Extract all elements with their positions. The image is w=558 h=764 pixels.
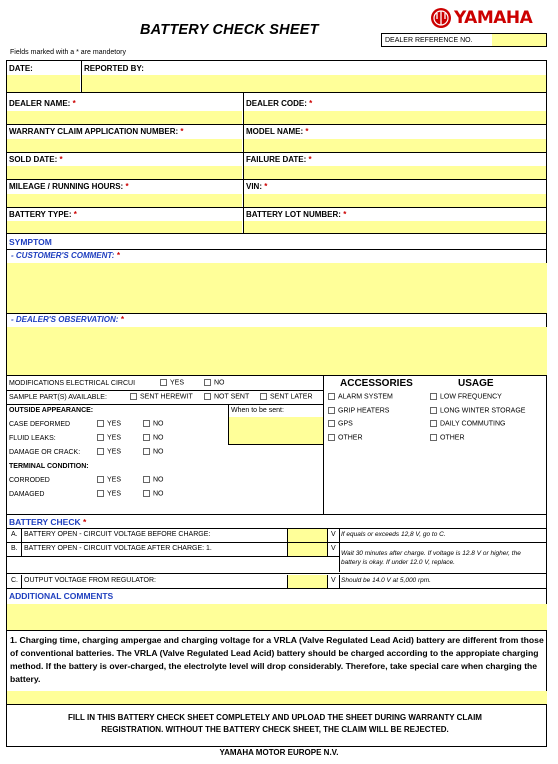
- damaged-yes[interactable]: YES: [97, 490, 121, 497]
- battery-lot-label: BATTERY LOT NUMBER: *: [246, 210, 347, 219]
- brand-logo-text: YAMAHA: [454, 8, 533, 28]
- dealer-reference-label: DEALER REFERENCE NO.: [382, 34, 492, 46]
- case-deformed-yes[interactable]: YES: [97, 420, 121, 427]
- corroded-yes[interactable]: YES: [97, 476, 121, 483]
- fluid-leaks-yes-checkbox[interactable]: [97, 434, 104, 441]
- battery-type-input[interactable]: [7, 221, 242, 233]
- dealer-reference-box: [381, 33, 547, 47]
- modifications-no[interactable]: NO: [204, 379, 225, 386]
- sample-parts-label: SAMPLE PART(S) AVAILABLE:: [9, 394, 107, 401]
- usage-long-winter-storage[interactable]: LONG WINTER STORAGE: [430, 407, 525, 414]
- accessory-gps[interactable]: GPS: [328, 420, 353, 427]
- dealer-observation-label: - DEALER'S OBSERVATION: *: [11, 315, 124, 324]
- corroded-label: CORRODED: [9, 477, 50, 484]
- battery-check-heading: BATTERY CHECK *: [9, 517, 87, 527]
- not-sent-option[interactable]: NOT SENT: [204, 393, 249, 400]
- fluid-leaks-yes[interactable]: YES: [97, 434, 121, 441]
- fluid-leaks-no-checkbox[interactable]: [143, 434, 150, 441]
- additional-comments-heading: ADDITIONAL COMMENTS: [9, 591, 114, 601]
- voltage-before-charge-input[interactable]: [287, 529, 327, 542]
- additional-comments-input[interactable]: [7, 604, 547, 630]
- dealer-code-label: DEALER CODE: *: [246, 99, 313, 108]
- usage-other-checkbox[interactable]: [430, 434, 437, 441]
- dealer-observation-input[interactable]: [7, 327, 547, 375]
- fluid-leaks-label: FLUID LEAKS:: [9, 435, 56, 442]
- dealer-code-input[interactable]: [244, 111, 546, 124]
- battery-check-row-c: C. OUTPUT VOLTAGE FROM REGULATOR: V Should be 14.0 V at 5,000 rpm.: [7, 575, 547, 588]
- usage-heading: USAGE: [458, 378, 494, 389]
- modifications-yes-checkbox[interactable]: [160, 379, 167, 386]
- date-input[interactable]: [7, 75, 80, 92]
- info-spacer-input[interactable]: [7, 691, 547, 704]
- sold-date-input[interactable]: [7, 166, 242, 179]
- modifications-yes[interactable]: YES: [160, 379, 184, 386]
- damaged-no-checkbox[interactable]: [143, 490, 150, 497]
- vin-label: VIN: *: [246, 182, 268, 191]
- damaged-yes-checkbox[interactable]: [97, 490, 104, 497]
- case-deformed-no-checkbox[interactable]: [143, 420, 150, 427]
- damaged-label: DAMAGED: [9, 491, 45, 498]
- battery-lot-input[interactable]: [244, 221, 546, 233]
- accessories-heading: ACCESSORIES: [340, 378, 413, 389]
- usage-low-frequency[interactable]: LOW FREQUENCY: [430, 393, 502, 400]
- mileage-label: MILEAGE / RUNNING HOURS: *: [9, 182, 129, 191]
- modifications-no-checkbox[interactable]: [204, 379, 211, 386]
- yamaha-tuning-fork-logo-icon: [430, 7, 452, 29]
- mandatory-note: Fields marked with a * are mandetory: [10, 49, 126, 56]
- not-sent-checkbox[interactable]: [204, 393, 211, 400]
- vin-input[interactable]: [244, 194, 546, 207]
- dealer-name-input[interactable]: [7, 111, 242, 124]
- corroded-no-checkbox[interactable]: [143, 476, 150, 483]
- voltage-after-charge-input[interactable]: [287, 543, 327, 556]
- case-deformed-no[interactable]: NO: [143, 420, 164, 427]
- dealer-reference-input[interactable]: [492, 34, 546, 46]
- accessory-alarm-checkbox[interactable]: [328, 393, 335, 400]
- mileage-input[interactable]: [7, 194, 242, 207]
- outside-appearance-label: OUTSIDE APPEARANCE:: [9, 407, 94, 414]
- damage-crack-label: DAMAGE OR CRACK:: [9, 449, 81, 456]
- accessory-gps-checkbox[interactable]: [328, 420, 335, 427]
- damage-crack-no[interactable]: NO: [143, 448, 164, 455]
- case-deformed-yes-checkbox[interactable]: [97, 420, 104, 427]
- dealer-name-label: DEALER NAME: *: [9, 99, 76, 108]
- sent-later-option[interactable]: SENT LATER: [260, 393, 313, 400]
- when-to-be-sent-label: When to be sent:: [231, 407, 284, 414]
- accessory-alarm[interactable]: ALARM SYSTEM: [328, 393, 393, 400]
- modifications-label: MODIFICATIONS ELECTRICAL CIRCUI: [9, 380, 136, 387]
- damage-crack-yes[interactable]: YES: [97, 448, 121, 455]
- battery-check-row-a: A. BATTERY OPEN - CIRCUIT VOLTAGE BEFORE CHARGE: V If equals or exceeds 12,8 V, go to C.: [7, 529, 547, 542]
- usage-other[interactable]: OTHER: [430, 434, 465, 441]
- when-to-be-sent-input[interactable]: [229, 417, 323, 444]
- regulator-output-voltage-input[interactable]: [287, 575, 327, 588]
- accessory-grip-heaters-checkbox[interactable]: [328, 407, 335, 414]
- warranty-claim-label: WARRANTY CLAIM APPLICATION NUMBER: *: [9, 127, 184, 136]
- battery-charging-info: 1. Charging time, charging ampergae and charging voltage for a VRLA (Valve Regulated Lead Acid) battery are different from those of conventional batteries. The VRLA (Valve Regulated Lead Acid) battery should be charged according to the appropiate charging method. If the battery is over-charged, the electrolyte level will drop considerably. Therefore, take special care when charging the battery.: [10, 635, 544, 684]
- usage-long-winter-storage-checkbox[interactable]: [430, 407, 437, 414]
- terminal-condition-label: TERMINAL CONDITION:: [9, 463, 89, 470]
- damage-crack-yes-checkbox[interactable]: [97, 448, 104, 455]
- page-title: BATTERY CHECK SHEET: [140, 22, 319, 38]
- model-name-input[interactable]: [244, 139, 546, 152]
- accessory-grip-heaters[interactable]: GRIP HEATERS: [328, 407, 389, 414]
- sold-date-label: SOLD DATE: *: [9, 155, 63, 164]
- date-label: DATE:: [9, 64, 33, 73]
- usage-daily-commuting[interactable]: DAILY COMMUTING: [430, 420, 505, 427]
- case-deformed-label: CASE DEFORMED: [9, 421, 71, 428]
- accessory-other-checkbox[interactable]: [328, 434, 335, 441]
- model-name-label: MODEL NAME: *: [246, 127, 309, 136]
- reported-by-label: REPORTED BY:: [84, 64, 144, 73]
- battery-type-label: BATTERY TYPE: *: [9, 210, 77, 219]
- sent-herewith-checkbox[interactable]: [130, 393, 137, 400]
- footer-notice: FILL IN THIS BATTERY CHECK SHEET COMPLETELY AND UPLOAD THE SHEET DURING WARRANTY CLAIM REGISTRATION. WITHOUT THE BATTERY CHECK SHEET, THE CLAIM WILL BE REJECTED.: [68, 713, 482, 734]
- damaged-no[interactable]: NO: [143, 490, 164, 497]
- failure-date-input[interactable]: [244, 166, 546, 179]
- customer-comment-input[interactable]: [7, 263, 547, 313]
- warranty-claim-input[interactable]: [7, 139, 242, 152]
- company-name: YAMAHA MOTOR EUROPE N.V.: [219, 748, 339, 757]
- corroded-no[interactable]: NO: [143, 476, 164, 483]
- failure-date-label: FAILURE DATE: *: [246, 155, 312, 164]
- sent-later-checkbox[interactable]: [260, 393, 267, 400]
- corroded-yes-checkbox[interactable]: [97, 476, 104, 483]
- reported-by-input[interactable]: [82, 75, 546, 92]
- symptom-heading: SYMPTOM: [9, 237, 52, 247]
- fluid-leaks-no[interactable]: NO: [143, 434, 164, 441]
- battery-check-row-b: B. BATTERY OPEN - CIRCUIT VOLTAGE AFTER CHARGE: 1. V Wait 30 minutes after charge. If voltage is 12.8 V or higher, the battery is okay. If under 12.0 V, replace.: [7, 543, 547, 572]
- usage-daily-commuting-checkbox[interactable]: [430, 420, 437, 427]
- customer-comment-label: - CUSTOMER'S COMMENT: *: [11, 251, 120, 260]
- sent-herewith-option[interactable]: SENT HEREWIT: [130, 393, 193, 400]
- damage-crack-no-checkbox[interactable]: [143, 448, 150, 455]
- usage-low-frequency-checkbox[interactable]: [430, 393, 437, 400]
- accessory-other[interactable]: OTHER: [328, 434, 363, 441]
